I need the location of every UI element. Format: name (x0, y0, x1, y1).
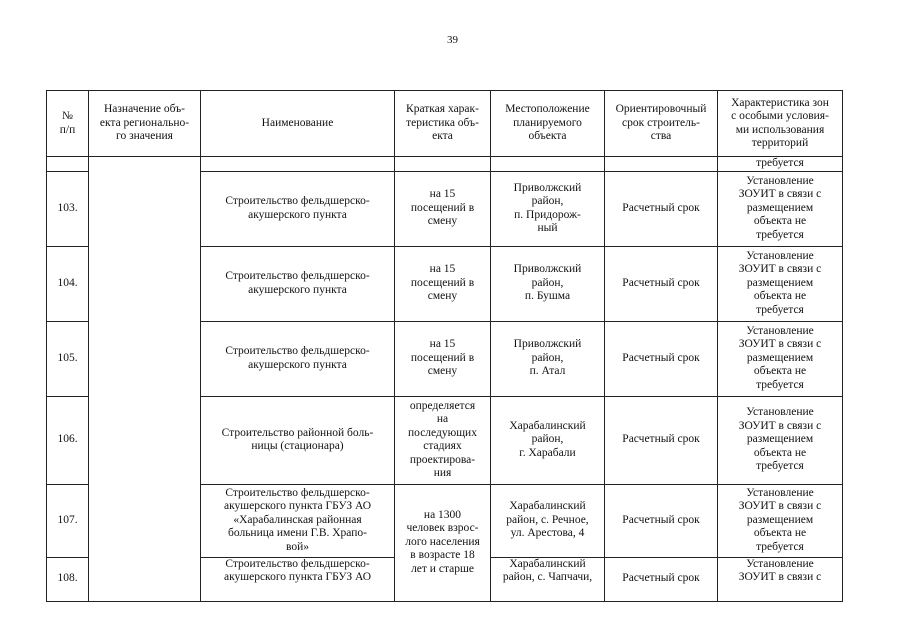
continuation-num (47, 157, 89, 172)
purpose-merged-cell (89, 157, 201, 602)
row-num: 107. (47, 484, 89, 557)
header-purpose: Назначение объ- екта регионально- го значения (89, 91, 201, 157)
row-term: Расчетный срок (605, 484, 718, 557)
page-number: 39 (447, 34, 458, 46)
row-name: Строительство районной боль- ницы (стационара) (201, 396, 395, 484)
row-term: Расчетный срок (605, 321, 718, 396)
header-characteristic: Краткая харак- теристика объ- екта (395, 91, 491, 157)
row-location: Харабалинский район, с. Чапчачи, (491, 557, 605, 601)
row-term: Расчетный срок (605, 171, 718, 246)
continuation-term (605, 157, 718, 172)
row-characteristic: на 15 посещений в смену (395, 171, 491, 246)
row-location: Приволжский район, п. Придорож- ный (491, 171, 605, 246)
header-zone: Характеристика зон с особыми условия- ми использования территорий (718, 91, 843, 157)
row-location: Харабалинский район, г. Харабали (491, 396, 605, 484)
header-term: Ориентировочный срок строитель- ства (605, 91, 718, 157)
continuation-name (201, 157, 395, 172)
row-name: Строительство фельдшерско- акушерского пункта ГБУЗ АО «Харабалинская районная больница имени Г.В. Храпо- вой» (201, 484, 395, 557)
row-location: Приволжский район, п. Бушма (491, 246, 605, 321)
row-location: Харабалинский район, с. Речное, ул. Арестова, 4 (491, 484, 605, 557)
header-location: Местоположение планируемого объекта (491, 91, 605, 157)
row-zone: Установление ЗОУИТ в связи с размещением объекта не требуется (718, 246, 843, 321)
row-name: Строительство фельдшерско- акушерского пункта ГБУЗ АО (201, 557, 395, 601)
row-zone: Установление ЗОУИТ в связи с размещением объекта не требуется (718, 484, 843, 557)
row-name: Строительство фельдшерско- акушерского пункта (201, 171, 395, 246)
row-name: Строительство фельдшерско- акушерского пункта (201, 321, 395, 396)
row-zone: Установление ЗОУИТ в связи с (718, 557, 843, 601)
row-characteristic: определяется на последующих стадиях проектирова- ния (395, 396, 491, 484)
row-num: 103. (47, 171, 89, 246)
row-num: 108. (47, 557, 89, 601)
continuation-characteristic (395, 157, 491, 172)
row-zone: Установление ЗОУИТ в связи с размещением объекта не требуется (718, 321, 843, 396)
row-term: Расчетный срок (605, 246, 718, 321)
row-term: Расчетный срок (605, 396, 718, 484)
row-zone: Установление ЗОУИТ в связи с размещением объекта не требуется (718, 396, 843, 484)
continuation-row (47, 157, 843, 172)
row-characteristic: на 15 посещений в смену (395, 321, 491, 396)
row-num: 104. (47, 246, 89, 321)
row-location: Приволжский район, п. Атал (491, 321, 605, 396)
continuation-zone: требуется (718, 157, 843, 172)
row-name: Строительство фельдшерско- акушерского пункта (201, 246, 395, 321)
row-term: Расчетный срок (605, 557, 718, 601)
header-name: Наименование (201, 91, 395, 157)
continuation-location (491, 157, 605, 172)
objects-table (46, 90, 843, 602)
row-num: 105. (47, 321, 89, 396)
header-num: № п/п (47, 91, 89, 157)
table-header-row (47, 91, 843, 157)
row-zone: Установление ЗОУИТ в связи с размещением объекта не требуется (718, 171, 843, 246)
row-characteristic-merged: на 1300 человек взрос- лого населения в возрасте 18 лет и старше (395, 484, 491, 601)
row-num: 106. (47, 396, 89, 484)
row-characteristic: на 15 посещений в смену (395, 246, 491, 321)
